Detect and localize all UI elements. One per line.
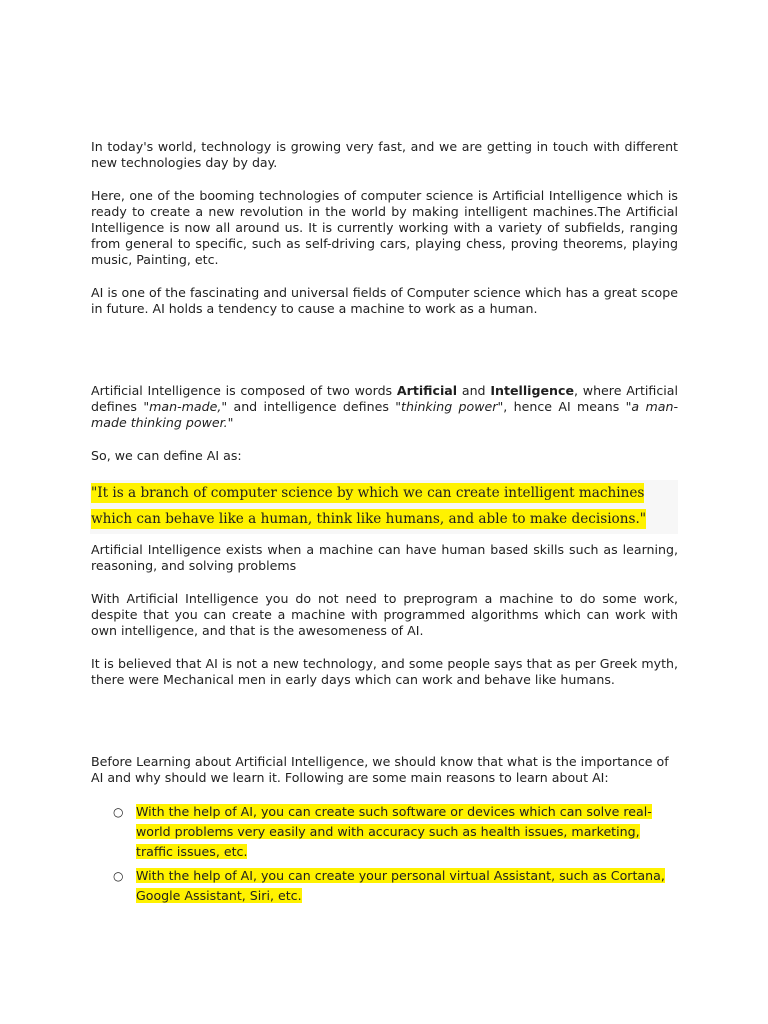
term-intelligence: Intelligence [490, 383, 575, 398]
meaning-thinking-power: "thinking power" [395, 399, 504, 414]
definition-text: , where Artificial defines [91, 383, 678, 414]
intro-paragraph-1: In today's world, technology is growing very fast, and we are getting in touch with different new technologies day by day. [91, 139, 678, 170]
meaning-man-made: "man-made," [143, 399, 228, 414]
list-item [91, 802, 678, 862]
greek-myth-paragraph: It is believed that AI is not a new technology, and some people says that as per Greek myth, there were Mechanical men in early days which can work and behave like humans. [91, 656, 678, 687]
definition-text: Artificial Intelligence is composed of two words [91, 383, 397, 398]
reasons-list [91, 802, 678, 906]
highlighted-reason: With the help of AI, you can create such software or devices which can solve real-world problems very easily and with accuracy such as health issues, marketing, traffic issues, etc. [136, 804, 652, 859]
importance-intro: Before Learning about Artificial Intelligence, we should know that what is the importance of AI and why should we learn it. Following are some main reasons to learn about AI: [91, 754, 669, 785]
preprogram-paragraph: With Artificial Intelligence you do not need to preprogram a machine to do some work, despite that you can create a machine with programmed algorithms which can work with own intelligence, and that is the awesomeness of AI. [91, 591, 678, 638]
definition-text: and [457, 383, 491, 398]
circle-bullet-icon: ○ [113, 869, 124, 883]
skills-paragraph: Artificial Intelligence exists when a machine can have human based skills such as learning, reasoning, and solving problems [91, 542, 678, 573]
term-artificial: Artificial [396, 383, 458, 398]
definition-text: and intelligence defines [227, 399, 396, 414]
document-page [91, 139, 678, 910]
intro-paragraph-3: AI is one of the fascinating and universal fields of Computer science which has a great scope in future. AI holds a tendency to cause a machine to work as a human. [91, 285, 678, 316]
circle-bullet-icon: ○ [113, 805, 124, 819]
highlighted-reason: With the help of AI, you can create your personal virtual Assistant, such as Cortana, Google Assistant, Siri, etc. [136, 868, 665, 903]
list-item [91, 866, 678, 906]
ai-definition-quote [90, 480, 678, 534]
highlighted-quote-text: "It is a branch of computer science by which we can create intelligent machines which can behave like a human, think like humans, and able to make decisions." [91, 485, 647, 527]
intro-paragraph-2: Here, one of the booming technologies of computer science is Artificial Intelligence which is ready to create a new revolution in the world by making intelligent machines.The Artificial Intelligence is now all around us. It is currently working with a variety of subfields, ranging from general to specific, such as self-driving cars, playing chess, proving theorems, playing music, Painting, etc. [91, 188, 678, 267]
definition-paragraph [91, 383, 678, 431]
define-ai-lead: So, we can define AI as: [91, 448, 242, 463]
definition-text: , hence AI means [503, 399, 626, 414]
meaning-ai: "a man-made thinking power." [91, 399, 678, 430]
